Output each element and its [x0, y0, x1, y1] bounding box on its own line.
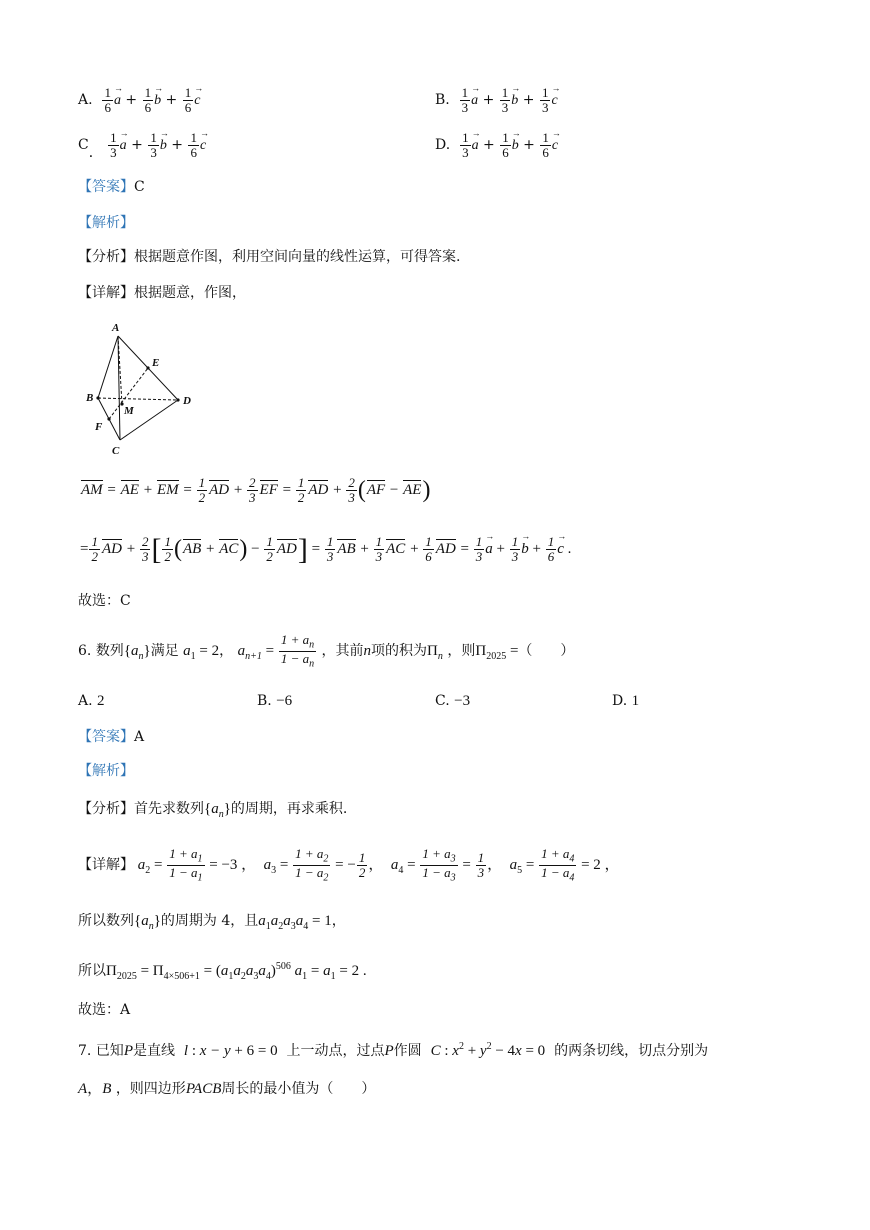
q5-choose: 故选：C [78, 593, 131, 609]
q5-xiangjie: 【详解】根据题意，作图， [78, 285, 246, 301]
option-b: B. $\frac{1}{3}$ → a + $\frac{1}{3}$ → b + $\frac{1}{3}$ → c [435, 86, 558, 114]
tetrahedron-figure [80, 318, 200, 460]
q7-stem-line2: A，B ，则四边形PACB周长的最小值为（ ） [78, 1081, 376, 1097]
label-a: A [112, 322, 120, 334]
label-f: F [95, 421, 103, 433]
q5-jiexi: 【解析】 [78, 215, 134, 231]
equation-am: AM = AE + EM = $\frac{1}{2}$ AD + $\frac{2}{3}$ EF = $\frac{1}{2}$ AD + $\frac{2}{3}$ (AF − AE) [81, 475, 431, 506]
label-m: M [124, 405, 134, 417]
q6-fenxi: 【分析】首先求数列$\{a_n\}$的周期，再求乘积. [78, 801, 348, 820]
q6-choose: 故选：A [78, 1002, 131, 1018]
q6-answer: 【答案】A [78, 729, 145, 745]
q6-stem: 6. 数列$\{a_n\}$满足 $a_1 = 2$， $a_{n+1}$ = $\frac{1 + a_n}{1 - a_n}$ ，其前n项的积为$\Pi_n$ ，则$\Pi_{2025}$ =（ ） [78, 632, 575, 670]
q6-xiangjie: 【详解】 $a_2$ = $\frac{1 + a_1}{1 - a_1}$ = −3 ， $a_3$ = $\frac{1 + a_2}{1 - a_2}$ = − $\frac{1}{2}$ ， $a_4$ = $\frac{1 + a_3}{1 - a_3}$ = $\frac{1}{3}$ ， $a_5$ = $\frac{1 + a_4}{1 - a_4}$ = 2 ， [78, 846, 620, 884]
option-a: A. $\frac{1}{6}$ → a + $\frac{1}{6}$ → b + $\frac{1}{6}$ → c [78, 86, 200, 114]
q6-option-c: C. −3 [435, 693, 471, 709]
label-b: B [86, 392, 94, 404]
option-c: C． $\frac{1}{3}$ → a + $\frac{1}{3}$ → b + $\frac{1}{6}$ → c [78, 131, 206, 159]
q6-jiexi: 【解析】 [78, 763, 134, 779]
q6-option-b: B. −6 [257, 693, 293, 709]
option-d: D. $\frac{1}{3}$ → a + $\frac{1}{6}$ → b + $\frac{1}{6}$ → c [435, 131, 558, 159]
equation-expand: = $\frac{1}{2}$ AD + $\frac{2}{3}$ [ $\frac{1}{2}$ (AB + AC) − $\frac{1}{2}$ AD] = $\frac{1}{3}$ AB + $\frac{1}{3}$ AC + $\frac{1}{6}$ AD = $\frac{1}{3}$ → a + $\frac{1}{3}$ → b + $\frac{1}{6}$ → c . [80, 530, 571, 569]
label-d: D [183, 395, 191, 407]
label-c: C [112, 445, 120, 457]
q5-fenxi: 【分析】根据题意作图，利用空间向量的线性运算，可得答案. [78, 249, 461, 265]
q7-stem-line1: 7. 已知P是直线 l : x − y + 6 = 0 上一动点，过点P作圆 C : $x^2 + y^2 - 4x = 0$ 的两条切线，切点分别为 [78, 1041, 709, 1059]
q5-answer: 【答案】C [78, 179, 145, 195]
q6-option-d: D. 1 [612, 693, 640, 709]
label-e: E [152, 357, 160, 369]
q6-product: 所以$\Pi_{2025} = \Pi_{4\times 506+1} = (a_1a_2a_3a_4)^{506}$ $a_1 = a_1 = 2$ . [78, 961, 367, 982]
q6-option-a: A. 2 [78, 693, 105, 709]
q6-period: 所以数列$\{a_n\}$的周期为 4，且$a_1a_2a_3a_4 = 1$， [78, 913, 346, 932]
